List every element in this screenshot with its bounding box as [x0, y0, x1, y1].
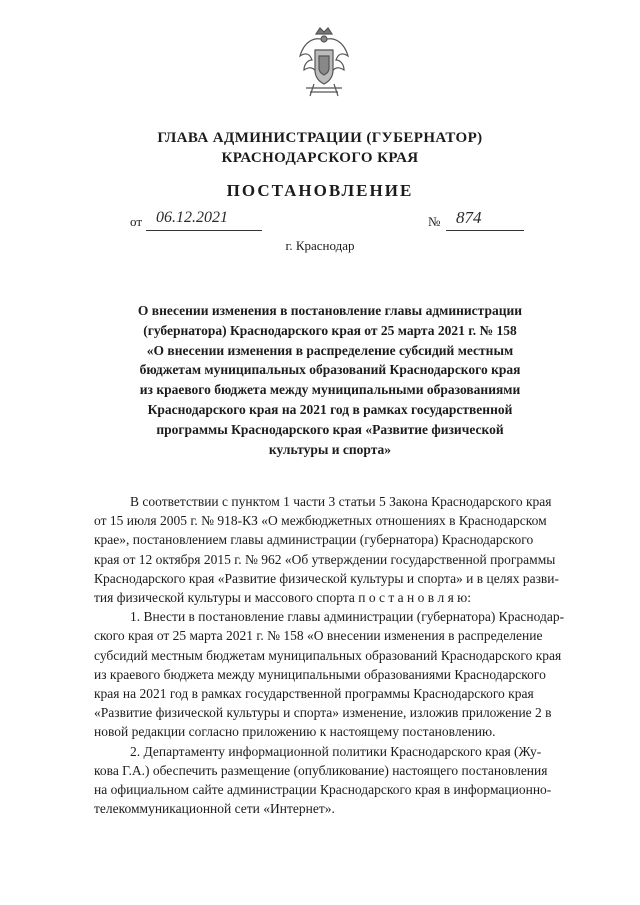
body-line: крае», постановлением главы администрации (губернатора) Краснодарского	[94, 532, 534, 548]
authority-name-line1: ГЛАВА АДМИНИСТРАЦИИ (ГУБЕРНАТОР)	[157, 130, 483, 146]
body-line: на официальном сайте администрации Краснодарского края в информационно-	[94, 782, 552, 798]
number-underline	[446, 230, 524, 231]
body-line: тия физической культуры и массового спорта п о с т а н о в л я ю:	[94, 590, 471, 606]
document-type-heading: ПОСТАНОВЛЕНИЕ	[226, 181, 414, 200]
date-handwritten-value: 06.12.2021	[156, 209, 228, 226]
body-line: телекоммуникационной сети «Интернет».	[94, 801, 335, 817]
document-title	[100, 301, 560, 459]
date-underline	[146, 230, 262, 231]
authority-name-line2: КРАСНОДАРСКОГО КРАЯ	[221, 150, 419, 166]
body-line: кова Г.А.) обеспечить размещение (опубликование) настоящего постановления	[94, 762, 548, 778]
title-line: Краснодарского края на 2021 год в рамках государственной	[147, 401, 513, 417]
body-line: «Развитие физической культуры и спорта» изменение, изложив приложение 2 в	[94, 705, 552, 721]
body-line: 1. Внести в постановление главы администрации (губернатора) Краснодар-	[130, 609, 565, 625]
title-line: культуры и спорта»	[268, 441, 392, 457]
title-line: «О внесении изменения в распределение субсидий местным	[146, 342, 514, 358]
body-line: В соответствии с пунктом 1 части 3 статьи 5 Закона Краснодарского края	[130, 494, 552, 509]
title-line: из краевого бюджета между муниципальными образованиями	[139, 382, 521, 398]
body-line: края на 2021 год в рамках государственной программы Краснодарского края	[94, 686, 534, 702]
title-line: бюджетам муниципальных образований Краснодарского края	[139, 362, 521, 378]
body-line: края от 12 октября 2015 г. № 962 «Об утверждении государственной программы	[94, 551, 556, 567]
coat-of-arms-emblem	[296, 26, 352, 98]
body-line: субсидий местным бюджетам муниципальных образований Краснодарского края	[94, 647, 562, 663]
number-handwritten-value: 874	[456, 208, 482, 227]
body-line: от 15 июля 2005 г. № 918-КЗ «О межбюджетных отношениях в Краснодарском	[94, 513, 547, 529]
city-label: г. Краснодар	[285, 238, 355, 253]
number-label: №	[428, 214, 441, 229]
body-line: ского края от 25 марта 2021 г. № 158 «О внесении изменения в распределение	[94, 628, 543, 644]
title-line: программы Краснодарского края «Развитие физической	[156, 421, 504, 437]
body-line: из краевого бюджета между муниципальными образованиями Краснодарского	[94, 666, 546, 682]
document-body	[94, 492, 612, 818]
title-line: О внесении изменения в постановление главы администрации	[137, 303, 523, 318]
date-label: от	[130, 214, 143, 229]
title-line: (губернатора) Краснодарского края от 25 марта 2021 г. № 158	[143, 322, 517, 338]
body-line: новой редакции согласно приложению к настоящему постановлению.	[94, 724, 496, 740]
body-line: Краснодарского края «Развитие физической культуры и спорта» и в целях разви-	[94, 570, 559, 586]
body-line: 2. Департаменту информационной политики Краснодарского края (Жу-	[130, 743, 542, 759]
